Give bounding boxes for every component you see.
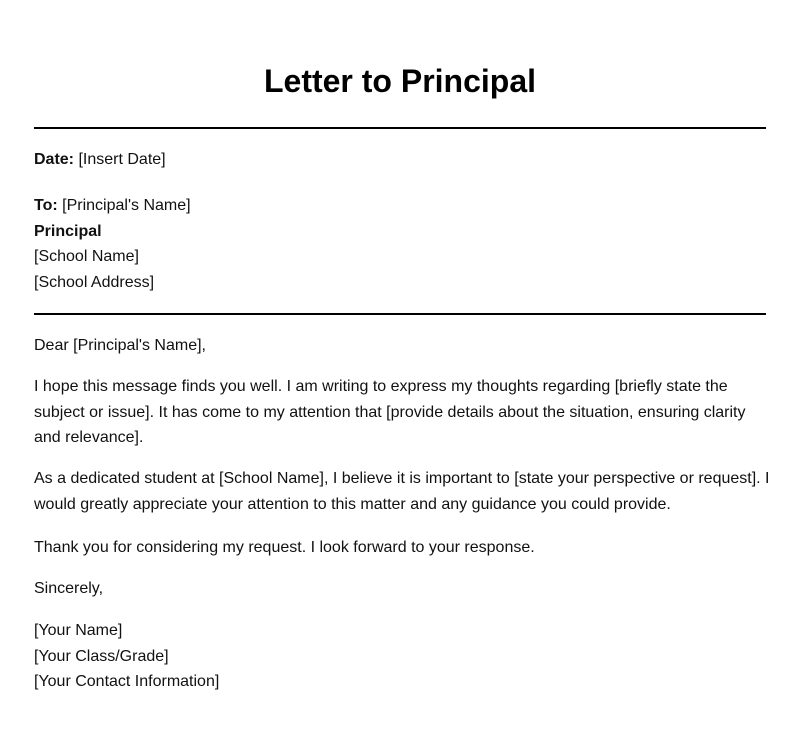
signature-contact: [Your Contact Information]: [34, 673, 220, 690]
date-value: [Insert Date]: [74, 151, 166, 168]
school-address: [School Address]: [34, 273, 155, 291]
signature-block: [34, 618, 774, 695]
body-paragraph-2: As a dedicated student at [School Name], I believe it is important to [state your perspective or request]. I would greatly appreciate your attention to this matter and any guidance you could provide.: [34, 470, 770, 513]
to-label: To:: [34, 197, 58, 214]
top-divider: [34, 127, 766, 129]
date-label: Date:: [34, 151, 75, 168]
recipient-role: Principal: [34, 222, 102, 240]
to-line: [34, 193, 774, 219]
signature-name: [Your Name]: [34, 622, 123, 639]
closing: Sincerely,: [34, 580, 104, 597]
date-line: [34, 147, 774, 173]
greeting: Dear [Principal's Name],: [34, 337, 206, 354]
to-value: [Principal's Name]: [57, 197, 191, 214]
recipient-block: [34, 193, 774, 295]
body-paragraph-1: I hope this message finds you well. I am writing to express my thoughts regarding [briefly state the subject or issue]. It has come to my attention that [provide details about the situation, ensuring clarity and relevance].: [34, 378, 746, 446]
body-paragraph-3: Thank you for considering my request. I look forward to your response.: [34, 539, 535, 556]
header-divider: [34, 313, 766, 315]
school-name: [School Name]: [34, 248, 139, 265]
page-title: Letter to Principal: [263, 63, 537, 99]
signature-class-grade: [Your Class/Grade]: [34, 647, 169, 665]
